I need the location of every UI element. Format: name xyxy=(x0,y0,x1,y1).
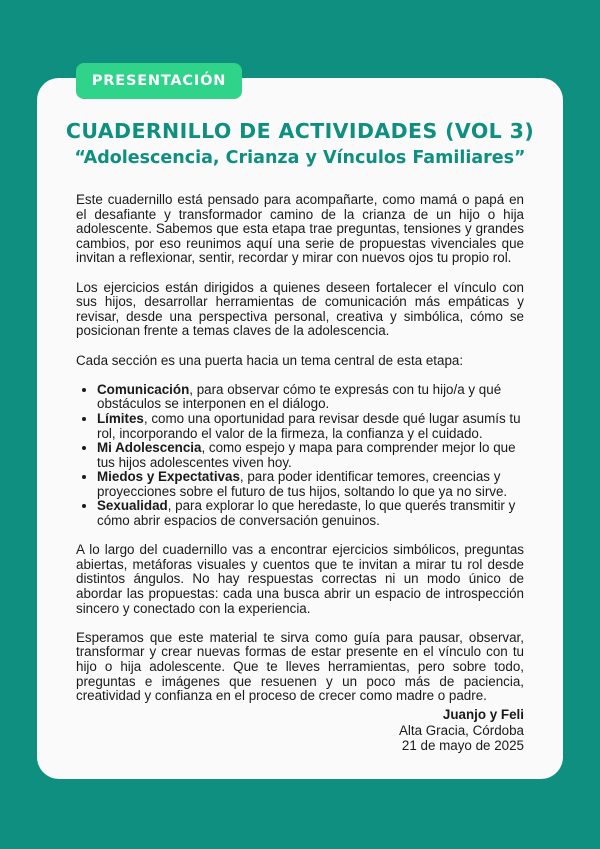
presentation-body xyxy=(76,193,524,718)
topic-text: , para explorar lo que heredaste, lo que querés transmitir y cómo abrir espacios de conversación genuinos. xyxy=(97,498,516,529)
topic-item xyxy=(97,470,524,499)
exercises-paragraph: A lo largo del cuadernillo vas a encontrar ejercicios simbólicos, preguntas abiertas, metáforas visuales y cuentos que te invitan a mirar tu rol desde distintos ángulos. No hay respuestas correctas ni un modo único de abordar las propuestas: cada una busca abrir un espacio de introspección sincero y conectado con la experiencia. xyxy=(76,542,524,616)
closing-paragraph: Esperamos que este material te sirva como guía para pausar, observar, transformar y crear nuevas formas de estar presente en el vínculo con tu hijo o hija adolescente. Que te lleves herramientas, pero sobre todo, preguntas e imágenes que resuenen y un poco más de paciencia, creatividad y confianza en el proceso de crecer como madre o padre. xyxy=(76,629,524,704)
signature-block xyxy=(399,707,524,754)
topic-term: Mi Adolescencia xyxy=(97,440,202,456)
topic-term: Sexualidad xyxy=(97,498,168,514)
badge-label: PRESENTACIÓN xyxy=(91,73,227,89)
topic-item xyxy=(97,499,524,528)
sections-lead: Cada sección es una puerta hacia un tema central de esta etapa: xyxy=(76,352,464,368)
topic-item xyxy=(97,412,524,441)
signature-date: 21 de mayo de 2025 xyxy=(401,738,524,753)
page-subtitle: “Adolescencia, Crianza y Vínculos Familiares” xyxy=(74,148,526,168)
topics-list xyxy=(76,383,524,529)
topic-item xyxy=(97,383,524,412)
section-badge xyxy=(76,63,242,99)
audience-paragraph: Los ejercicios están dirigidos a quienes deseen fortalecer el vínculo con sus hijos, desarrollar herramientas de comunicación más empáticas y revisar, desde una perspectiva personal, creativa y simbólica, cómo se posicionan frente a temas claves de la adolescencia. xyxy=(76,279,524,339)
signature-place: Alta Gracia, Córdoba xyxy=(398,722,524,738)
topic-item xyxy=(97,441,524,470)
topic-text: , para observar cómo te expresás con tu hijo/a y qué obstáculos se interponen en el diálogo. xyxy=(97,381,502,412)
topic-text: , como una oportunidad para revisar desde qué lugar asumís tu rol, incorporando el valor de la firmeza, la confianza y el cuidado. xyxy=(97,410,521,441)
author-names: Juanjo y Feli xyxy=(442,707,524,722)
topic-term: Miedos y Expectativas xyxy=(97,469,240,485)
page-title: CUADERNILLO DE ACTIVIDADES (VOL 3) xyxy=(65,119,535,143)
topic-term: Límites xyxy=(97,410,144,426)
topic-term: Comunicación xyxy=(97,381,190,397)
topic-text: , para poder identificar temores, creencias y proyecciones sobre el futuro de tus hijos, soltando lo que ya no sirve. xyxy=(97,469,508,499)
topic-text: , como espejo y mapa para comprender mejor lo que tus hijos adolescentes viven hoy. xyxy=(97,440,516,470)
intro-paragraph: Este cuadernillo está pensado para acompañarte, como mamá o papá en el desafiante y transformador camino de la crianza de un hijo o hija adolescente. Sabemos que esta etapa trae preguntas, tensiones y grandes cambios, por eso reunimos aquí una serie de propuestas vivenciales que invitan a reflexionar, sentir, recordar y mirar con nuevos ojos tu propio rol. xyxy=(76,192,524,266)
